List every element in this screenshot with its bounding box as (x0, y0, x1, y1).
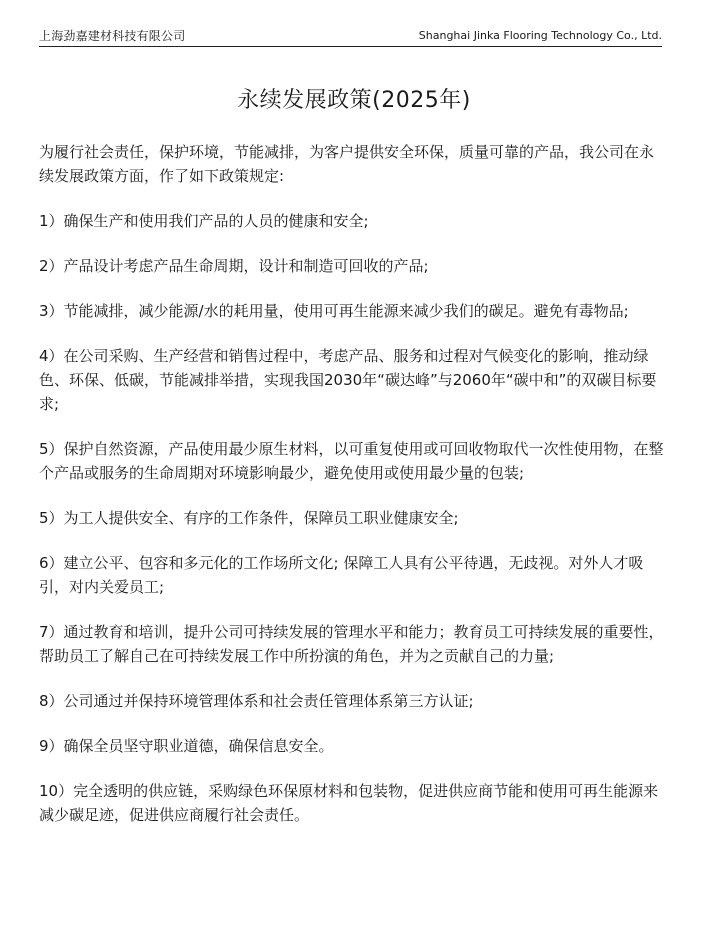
document-title: 永续发展政策(2025年) (237, 88, 471, 113)
policy-item-9: 9）确保全员坚守职业道德，确保信息安全。 (39, 737, 334, 755)
page-header (39, 24, 662, 47)
policy-item-8: 8）公司通过并保持环境管理体系和社会责任管理体系第三方认证; (39, 692, 474, 710)
policy-item-4: 4）在公司采购、生产经营和销售过程中，考虑产品、服务和过程对气候变化的影响，推动绿色、环保、低碳，节能减排举措，实现我国2030年“碳达峰”与2060年“碳中和”的双碳目标要求; (39, 347, 657, 413)
policy-item-6: 6）建立公平、包容和多元化的工作场所文化; 保障工人具有公平待遇，无歧视。对外人才吸引，对内关爱员工; (39, 554, 644, 596)
document-body (39, 140, 667, 848)
policy-item-5b: 5）为工人提供安全、有序的工作条件，保障员工职业健康安全; (39, 509, 459, 527)
policy-item-10: 10）完全透明的供应链，采购绿色环保原材料和包装物，促进供应商节能和使用可再生能源来减少碳足迹，促进供应商履行社会责任。 (39, 782, 659, 824)
policy-item-2: 2）产品设计考虑产品生命周期，设计和制造可回收的产品; (39, 257, 429, 275)
policy-item-5a: 5）保护自然资源，产品使用最少原生材料，以可重复使用或可回收物取代一次性使用物，在整个产品或服务的生命周期对环境影响最少，避免使用或使用最少量的包装; (39, 440, 664, 482)
header-company-en: Shanghai Jinka Flooring Technology Co., Ltd. (418, 29, 662, 42)
intro-paragraph: 为履行社会责任，保护环境，节能减排，为客户提供安全环保，质量可靠的产品，我公司在永续发展政策方面，作了如下政策规定: (39, 143, 655, 185)
policy-item-3: 3）节能减排，减少能源/水的耗用量，使用可再生能源来减少我们的碳足。避免有毒物品; (39, 302, 629, 320)
policy-item-7: 7）通过教育和培训，提升公司可持续发展的管理水平和能力；教育员工可持续发展的重要性，帮助员工了解自己在可持续发展工作中所扮演的角色，并为之贡献自己的力量; (39, 623, 664, 665)
policy-item-1: 1）确保生产和使用我们产品的人员的健康和安全; (39, 212, 369, 230)
header-company-cn: 上海劲嘉建材科技有限公司 (39, 29, 186, 43)
